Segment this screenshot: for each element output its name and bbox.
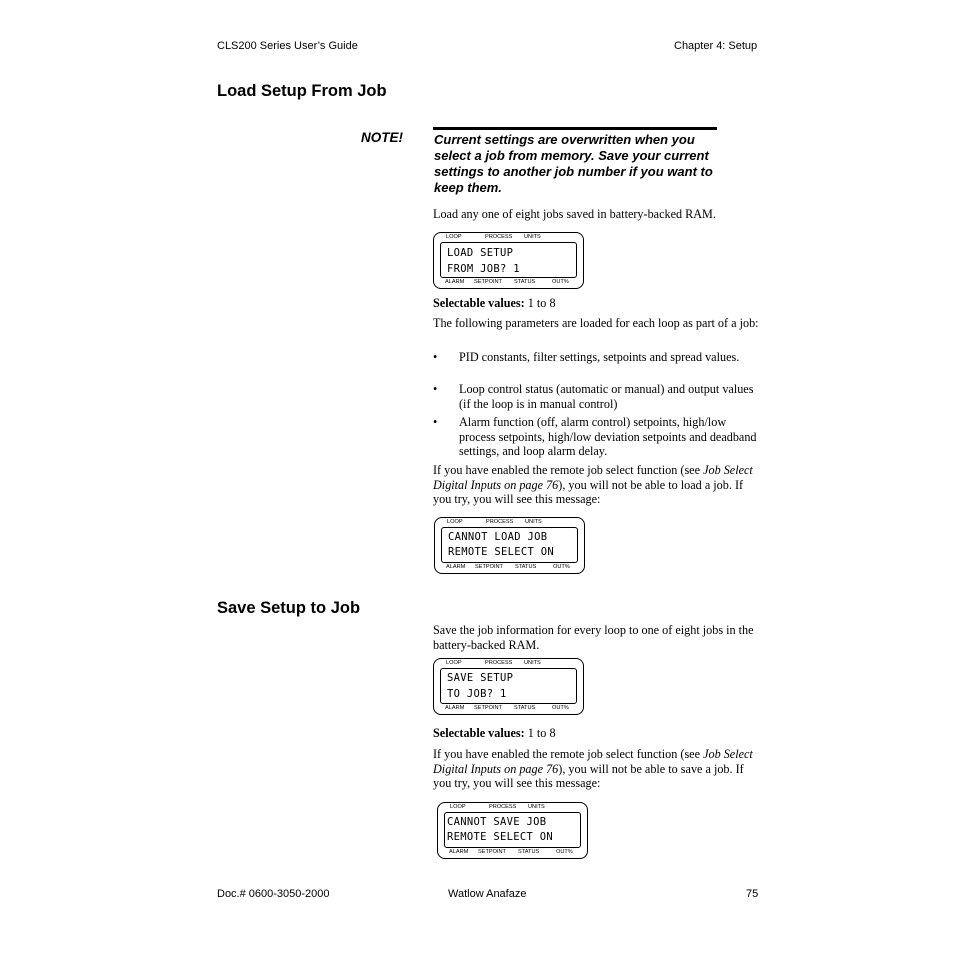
- page-number: 75: [746, 888, 759, 900]
- lcd-label-setpoint: SETPOINT: [474, 279, 502, 285]
- lcd-label-loop: LOOP: [446, 660, 462, 666]
- lcd-label-units: UNITS: [524, 660, 541, 666]
- note-line: Current settings are overwritten when you: [434, 132, 695, 147]
- lcd-line-1: CANNOT LOAD JOB: [448, 531, 548, 543]
- remote-text-post: ), you will not be able to load a job. If you try, you will see this message:: [433, 477, 744, 507]
- lcd-screen: [444, 812, 581, 848]
- lcd-label-units: UNITS: [528, 804, 545, 810]
- lcd-label-process: PROCESS: [485, 660, 513, 666]
- selectable-values-value: 1 to 8: [527, 726, 556, 740]
- lcd-label-status: STATUS: [514, 705, 536, 711]
- remote-text-post: ), you will not be able to save a job. If you try, you will see this message:: [433, 761, 744, 791]
- lcd-screen: [440, 668, 577, 704]
- bullet-dot: •: [433, 415, 438, 429]
- lcd-line-2: TO JOB? 1: [447, 688, 507, 700]
- load-intro-paragraph: Load any one of eight jobs saved in battery-backed RAM.: [433, 207, 716, 221]
- lcd-label-status: STATUS: [514, 279, 536, 285]
- bullet-dot: •: [433, 350, 438, 364]
- lcd-label-alarm: ALARM: [445, 705, 465, 711]
- note-line: settings to another job number if you want to: [434, 164, 713, 179]
- lcd-display-cannot-save: [437, 802, 588, 859]
- lcd-label-alarm: ALARM: [445, 279, 465, 285]
- section-heading-save-setup: Save Setup to Job: [217, 599, 361, 617]
- selectable-values-save: [433, 726, 759, 741]
- lcd-label-process: PROCESS: [486, 519, 514, 525]
- remote-text-pre: If you have enabled the remote job select function (see: [433, 747, 704, 761]
- selectable-values-value: 1 to 8: [527, 296, 556, 310]
- lcd-label-out: OUT%: [552, 705, 569, 711]
- note-label: NOTE!: [361, 130, 403, 145]
- save-intro-paragraph: Save the job information for every loop to one of eight jobs in the battery-backed RAM.: [433, 623, 754, 652]
- lcd-screen: [440, 242, 577, 278]
- lcd-label-loop: LOOP: [447, 519, 463, 525]
- bullet-item: [433, 382, 759, 412]
- lcd-label-setpoint: SETPOINT: [478, 849, 506, 855]
- lcd-line-1: LOAD SETUP: [447, 247, 514, 259]
- remote-job-paragraph-load: [433, 463, 763, 507]
- bullet-item: [433, 350, 759, 380]
- lcd-label-units: UNITS: [525, 519, 542, 525]
- lcd-display-save-setup: [433, 658, 584, 715]
- note-text: [434, 132, 734, 196]
- cross-reference: Job Select Digital Inputs on page 76: [433, 747, 753, 776]
- lcd-label-out: OUT%: [556, 849, 573, 855]
- lcd-label-setpoint: SETPOINT: [474, 705, 502, 711]
- lcd-label-units: UNITS: [524, 234, 541, 240]
- bullet-text: Alarm function (off, alarm control) setpoints, high/low process setpoints, high/low deviation setpoints and deadband settings, and loop alarm delay.: [459, 415, 757, 459]
- lcd-label-out: OUT%: [552, 279, 569, 285]
- remote-text-pre: If you have enabled the remote job select function (see: [433, 463, 704, 477]
- note-line: select a job from memory. Save your current: [434, 148, 709, 163]
- lcd-label-loop: LOOP: [450, 804, 466, 810]
- lcd-label-loop: LOOP: [446, 234, 462, 240]
- bullet-text: Loop control status (automatic or manual) and output values (if the loop is in manual control): [459, 382, 754, 411]
- lcd-label-out: OUT%: [553, 564, 570, 570]
- running-header-chapter: Chapter 4: Setup: [674, 40, 758, 52]
- params-intro-paragraph: The following parameters are loaded for each loop as part of a job:: [433, 316, 759, 330]
- remote-job-paragraph-save: [433, 747, 763, 791]
- lcd-line-2: REMOTE SELECT ON: [447, 831, 553, 843]
- bullet-item: [433, 415, 759, 460]
- note-line: keep them.: [434, 180, 502, 195]
- lcd-label-alarm: ALARM: [449, 849, 469, 855]
- lcd-label-status: STATUS: [515, 564, 537, 570]
- lcd-display-cannot-load: [434, 517, 585, 574]
- cross-reference: Job Select Digital Inputs on page 76: [433, 463, 753, 492]
- lcd-label-alarm: ALARM: [446, 564, 466, 570]
- note-rule: [433, 127, 717, 130]
- lcd-line-1: CANNOT SAVE JOB: [447, 816, 547, 828]
- lcd-label-process: PROCESS: [489, 804, 517, 810]
- footer-company: Watlow Anafaze: [448, 888, 527, 900]
- selectable-values-label: Selectable values:: [433, 296, 525, 310]
- bullet-dot: •: [433, 382, 438, 396]
- lcd-line-1: SAVE SETUP: [447, 672, 514, 684]
- lcd-screen: [441, 527, 578, 563]
- bullet-text: PID constants, filter settings, setpoints and spread values.: [459, 350, 740, 364]
- section-heading-load-setup: Load Setup From Job: [217, 82, 387, 100]
- selectable-values-label: Selectable values:: [433, 726, 525, 740]
- lcd-label-status: STATUS: [518, 849, 540, 855]
- lcd-line-2: FROM JOB? 1: [447, 263, 520, 275]
- selectable-values-load: [433, 296, 759, 311]
- lcd-line-2: REMOTE SELECT ON: [448, 546, 554, 558]
- lcd-label-process: PROCESS: [485, 234, 513, 240]
- running-header-title: CLS200 Series User’s Guide: [217, 40, 358, 52]
- footer-doc-number: Doc.# 0600-3050-2000: [217, 888, 330, 900]
- lcd-display-load-setup: [433, 232, 584, 289]
- lcd-label-setpoint: SETPOINT: [475, 564, 503, 570]
